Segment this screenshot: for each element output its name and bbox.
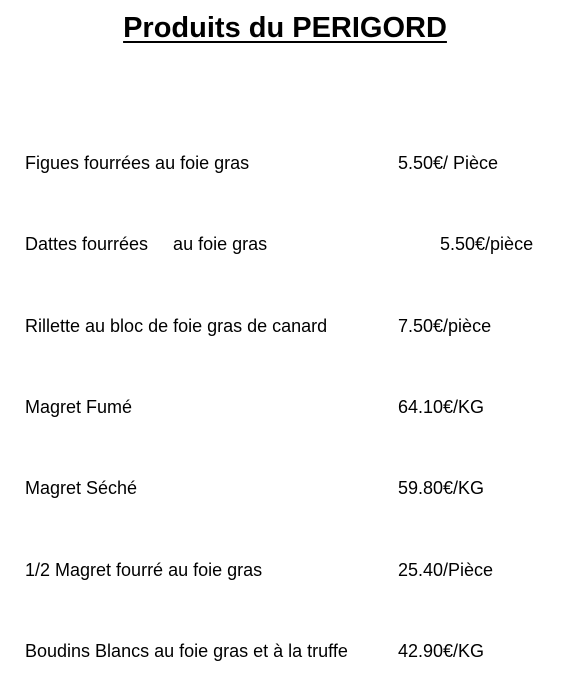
product-price: 5.50€/pièce — [440, 234, 534, 254]
product-name: Dattes fourrées au foie gras — [25, 234, 268, 254]
product-name: Boudins Blancs au foie gras et à la truffe — [25, 641, 348, 661]
product-row — [0, 395, 570, 419]
product-name: Figues fourrées au foie gras — [25, 153, 250, 173]
product-row — [0, 151, 570, 175]
product-row — [0, 476, 570, 500]
product-price: 7.50€/pièce — [398, 316, 492, 336]
product-price: 64.10€/KG — [398, 397, 485, 417]
product-price: 25.40/Pièce — [398, 560, 494, 580]
product-price: 42.90€/KG — [398, 641, 485, 661]
product-price: 5.50€/ Pièce — [398, 153, 499, 173]
product-name: Magret Fumé — [25, 397, 133, 417]
product-name: Rillette au bloc de foie gras de canard — [25, 316, 328, 336]
product-name: 1/2 Magret fourré au foie gras — [25, 560, 263, 580]
product-row — [0, 639, 570, 663]
page-title: Produits du PERIGORD — [123, 12, 447, 44]
product-row — [0, 232, 570, 256]
product-name: Magret Séché — [25, 478, 138, 498]
product-row — [0, 558, 570, 582]
product-price: 59.80€/KG — [398, 478, 485, 498]
product-row — [0, 314, 570, 338]
